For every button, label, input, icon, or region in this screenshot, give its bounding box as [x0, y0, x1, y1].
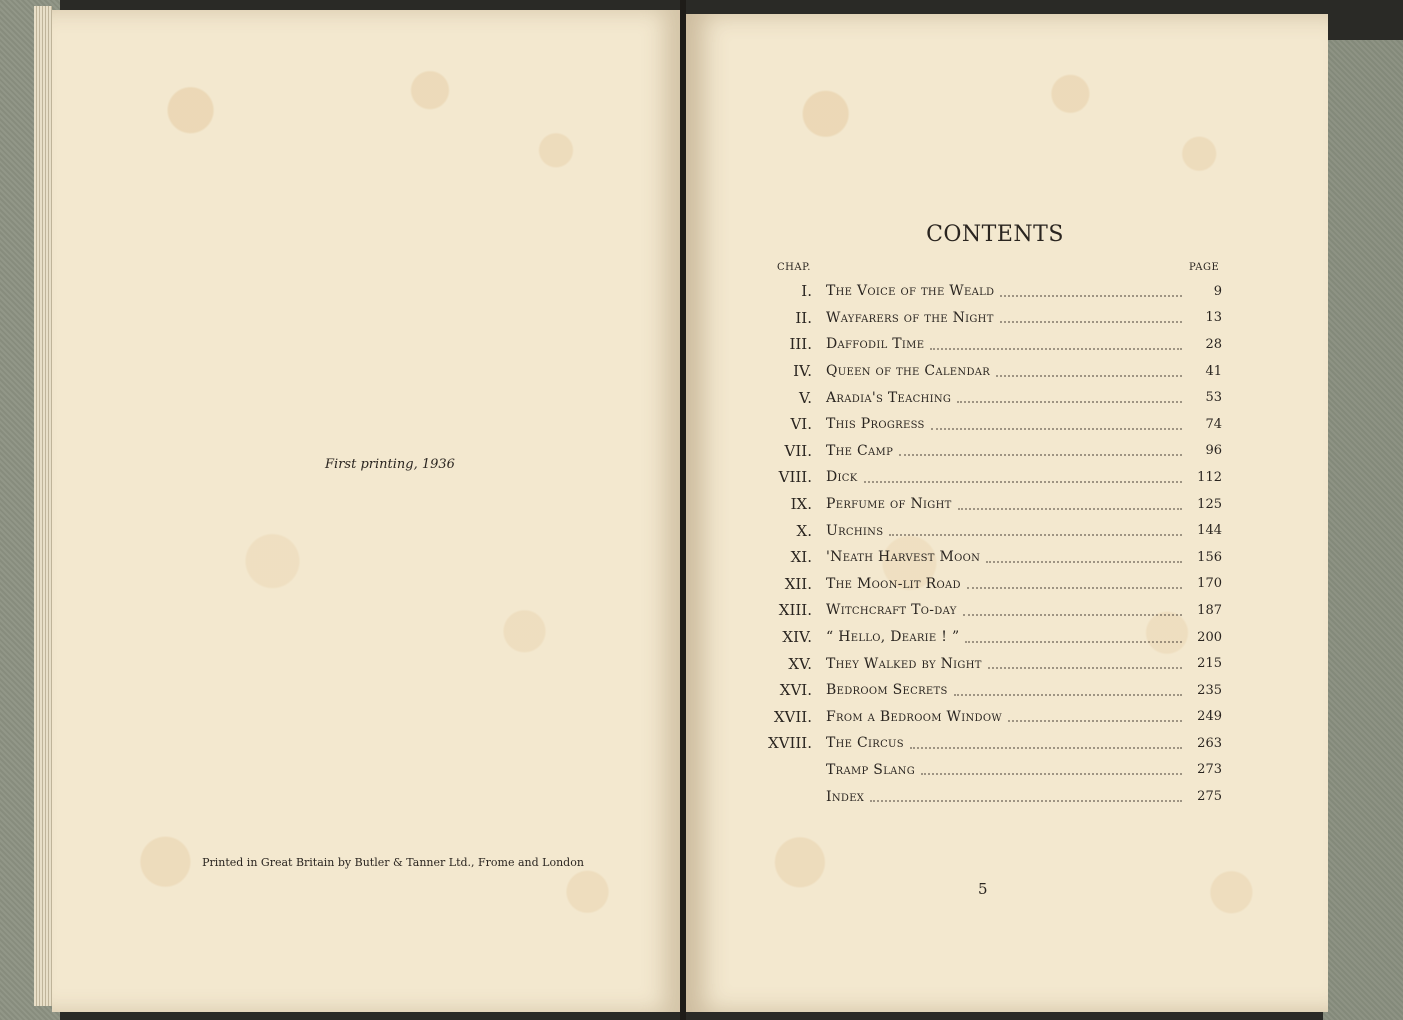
- leader-dots: [986, 560, 1182, 563]
- toc-entry: [760, 331, 1222, 358]
- printer-note: Printed in Great Britain by Butler & Tanner Ltd., Frome and London: [202, 856, 584, 869]
- leader-dots: [954, 693, 1182, 696]
- chapter-number: XI.: [790, 548, 812, 567]
- leader-dots: [1000, 320, 1182, 323]
- chapter-number: IV.: [793, 362, 812, 381]
- chapter-number: I.: [801, 282, 812, 301]
- leader-dots: [988, 666, 1182, 669]
- chapter-number: VIII.: [778, 468, 812, 487]
- chapter-number: III.: [789, 335, 812, 354]
- chapter-number: IX.: [790, 495, 812, 514]
- leader-dots: [930, 347, 1182, 350]
- chapter-title: “ Hello, Dearie ! ”: [826, 629, 960, 646]
- chapter-page: 275: [1197, 789, 1222, 805]
- toc-entry: [760, 597, 1222, 624]
- chapter-number: XVIII.: [767, 734, 812, 753]
- chapter-page: 156: [1197, 549, 1222, 565]
- chapter-number: VII.: [784, 441, 812, 460]
- chapter-title: 'Neath Harvest Moon: [826, 549, 981, 566]
- chapter-page: 96: [1205, 443, 1222, 459]
- leader-dots: [921, 772, 1182, 775]
- chapter-page: 53: [1205, 390, 1222, 406]
- chap-column-label: CHAP.: [777, 262, 811, 273]
- chapter-title: Daffodil Time: [826, 336, 925, 353]
- chapter-title: The Camp: [826, 442, 894, 459]
- chapter-title: Index: [826, 788, 865, 805]
- page-column-label: PAGE: [1189, 262, 1220, 273]
- chapter-title: Dick: [826, 469, 858, 486]
- chapter-page: 9: [1213, 283, 1222, 299]
- leader-dots: [958, 507, 1182, 510]
- chapter-title: From a Bedroom Window: [826, 708, 1002, 725]
- chapter-page: 235: [1197, 682, 1222, 698]
- chapter-page: 200: [1197, 629, 1222, 645]
- book-cover-right: [1323, 40, 1403, 1020]
- leader-dots: [967, 586, 1182, 589]
- chapter-title: Perfume of Night: [826, 496, 952, 513]
- chapter-title: Bedroom Secrets: [826, 682, 948, 699]
- chapter-title: The Circus: [826, 735, 904, 752]
- toc-entry: [760, 384, 1222, 411]
- chapter-title: They Walked by Night: [826, 655, 982, 672]
- page-number: 5: [978, 880, 988, 898]
- chapter-title: The Voice of the Weald: [826, 283, 995, 300]
- toc-entry: [760, 544, 1222, 571]
- leader-dots: [870, 799, 1182, 802]
- chapter-title: Urchins: [826, 522, 884, 539]
- leader-dots: [931, 427, 1182, 430]
- chapter-page: 249: [1197, 709, 1222, 725]
- toc-entry: [760, 517, 1222, 544]
- leader-dots: [1000, 294, 1182, 297]
- leader-dots: [965, 640, 1182, 643]
- chapter-number: VI.: [790, 415, 812, 434]
- toc-entry: [760, 305, 1222, 332]
- toc-entry: [760, 438, 1222, 465]
- toc-entry: [760, 491, 1222, 518]
- toc-entry: [760, 650, 1222, 677]
- chapter-number: XIV.: [782, 628, 812, 647]
- toc-entry: [760, 278, 1222, 305]
- chapter-number: XV.: [788, 654, 812, 673]
- chapter-number: II.: [795, 308, 812, 327]
- contents-heading: CONTENTS: [926, 222, 1064, 247]
- toc-entry: [760, 783, 1222, 810]
- chapter-number: XVI.: [779, 681, 812, 700]
- leader-dots: [889, 533, 1182, 536]
- chapter-title: Queen of the Calendar: [826, 363, 991, 380]
- leader-dots: [957, 400, 1182, 403]
- toc-entry: [760, 730, 1222, 757]
- chapter-title: Tramp Slang: [826, 761, 915, 778]
- chapter-title: This Progress: [826, 416, 925, 433]
- toc-entry: [760, 757, 1222, 784]
- leader-dots: [899, 453, 1182, 456]
- chapter-page: 273: [1197, 762, 1222, 778]
- chapter-title: Wayfarers of the Night: [826, 309, 994, 326]
- toc-entry: [760, 704, 1222, 731]
- toc-entry: [760, 677, 1222, 704]
- leader-dots: [1008, 719, 1182, 722]
- leader-dots: [996, 374, 1182, 377]
- chapter-page: 125: [1197, 496, 1222, 512]
- chapter-page: 263: [1197, 735, 1222, 751]
- chapter-page: 41: [1205, 363, 1222, 379]
- chapter-title: Aradia's Teaching: [826, 389, 952, 406]
- toc-entry: [760, 411, 1222, 438]
- chapter-page: 112: [1197, 469, 1222, 485]
- chapter-page: 187: [1197, 602, 1222, 618]
- chapter-title: The Moon-lit Road: [826, 575, 961, 592]
- chapter-page: 13: [1205, 310, 1222, 326]
- edition-note: First printing, 1936: [325, 457, 455, 472]
- leader-dots: [910, 746, 1182, 749]
- chapter-number: XVII.: [773, 707, 812, 726]
- chapter-number: X.: [796, 521, 812, 540]
- toc-entry: [760, 571, 1222, 598]
- chapter-page: 28: [1205, 336, 1222, 352]
- toc-entry: [760, 624, 1222, 651]
- toc-entry: [760, 358, 1222, 385]
- chapter-page: 144: [1197, 523, 1222, 539]
- chapter-page: 215: [1197, 656, 1222, 672]
- chapter-page: 74: [1205, 416, 1222, 432]
- leader-dots: [864, 480, 1183, 483]
- chapter-page: 170: [1197, 576, 1222, 592]
- table-of-contents: [760, 278, 1222, 810]
- toc-entry: [760, 464, 1222, 491]
- chapter-number: XII.: [784, 574, 812, 593]
- leader-dots: [963, 613, 1182, 616]
- chapter-title: Witchcraft To-day: [826, 602, 957, 619]
- chapter-number: V.: [799, 388, 812, 407]
- chapter-number: XIII.: [778, 601, 812, 620]
